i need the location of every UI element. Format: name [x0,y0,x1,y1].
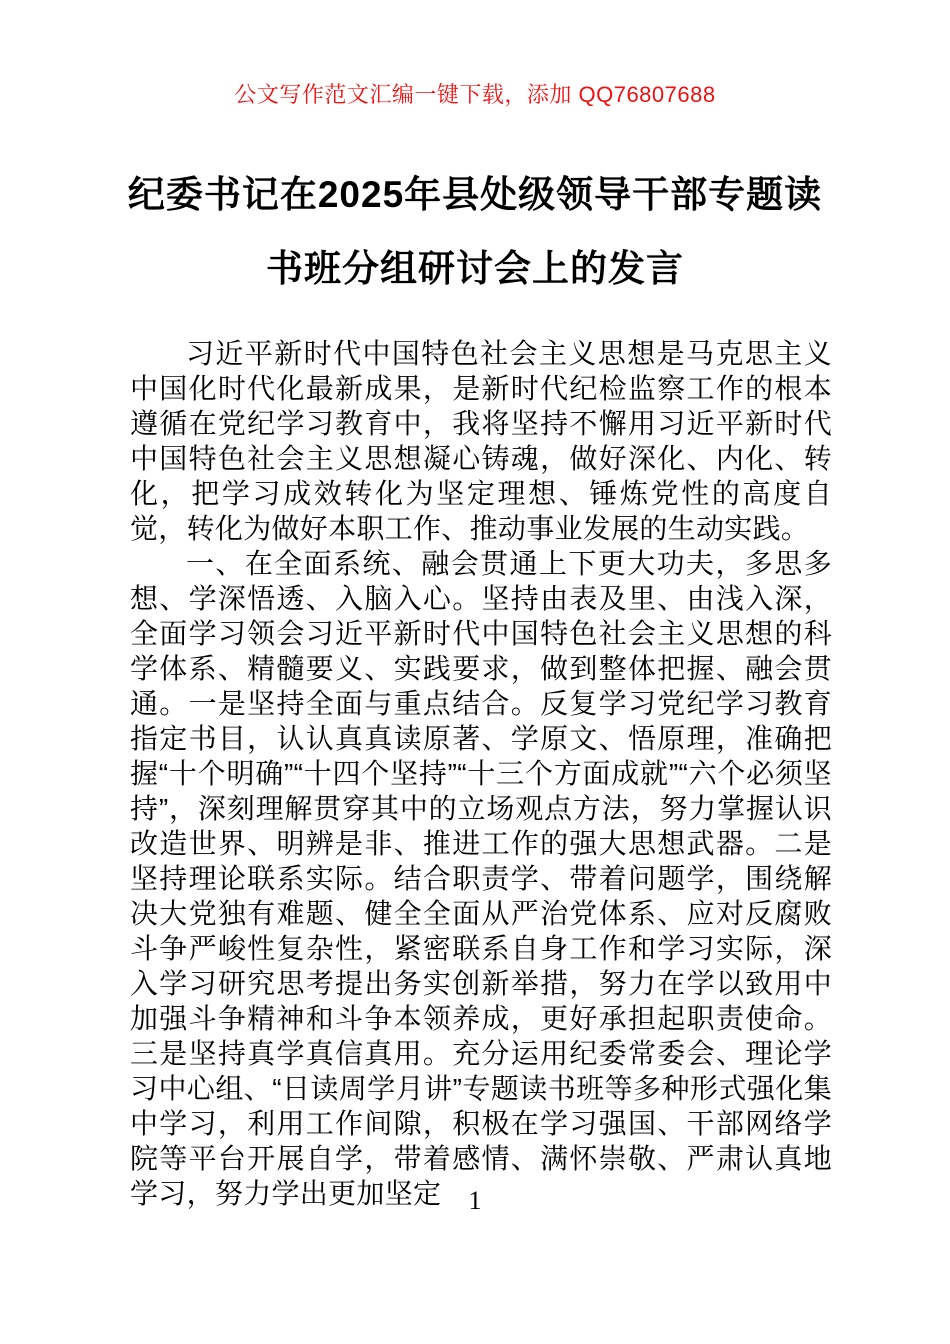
document-title [60,158,890,306]
document-body [130,336,832,1211]
document-title-line-1: 纪委书记在2025年县处级领导干部专题读 [127,174,823,215]
paragraph-intro: 习近平新时代中国特色社会主义思想是马克思主义中国化时代化最新成果，是新时代纪检监察工作的根本遵循在党纪学习教育中，我将坚持不懈用习近平新时代中国特色社会主义思想凝心铸魂，做好深化、内化、转化，把学习成效转化为坚定理想、锤炼党性的高度自觉，转化为做好本职工作、推动事业发展的生动实践。 [130,338,832,544]
promo-notice: 公文写作范文汇编一键下载，添加 QQ76807688 [234,82,716,107]
page-number: 1 [468,1186,482,1215]
paragraph-section-one: 一、在全面系统、融会贯通上下更大功夫，多思多想、学深悟透、入脑入心。坚持由表及里、由浅入深，全面学习领会习近平新时代中国特色社会主义思想的科学体系、精髓要义、实践要求，做到整体把握、融会贯通。一是坚持全面与重点结合。反复学习党纪学习教育指定书目，认认真真读原著、学原文、悟原理，准确把握“十个明确”“十四个坚持”“十三个方面成就”“六个必须坚持”，深刻理解贯穿其中的立场观点方法，努力掌握认识改造世界、明辨是非、推进工作的强大思想武器。二是坚持理论联系实际。结合职责学、带着问题学，围绕解决大党独有难题、健全全面从严治党体系、应对反腐败斗争严峻性复杂性，紧密联系自身工作和学习实际，深入学习研究思考提出务实创新举措，努力在学以致用中加强斗争精神和斗争本领养成，更好承担起职责使命。三是坚持真学真信真用。充分运用纪委常委会、理论学习中心组、“日读周学月讲”专题读书班等多种形式强化集中学习，利用工作间隙，积极在学习强国、干部网络学院等平台开展自学，带着感情、满怀崇敬、严肃认真地学习，努力学出更加坚定 [130,548,832,1209]
document-title-line-2: 书班分组研讨会上的发言 [266,248,684,289]
